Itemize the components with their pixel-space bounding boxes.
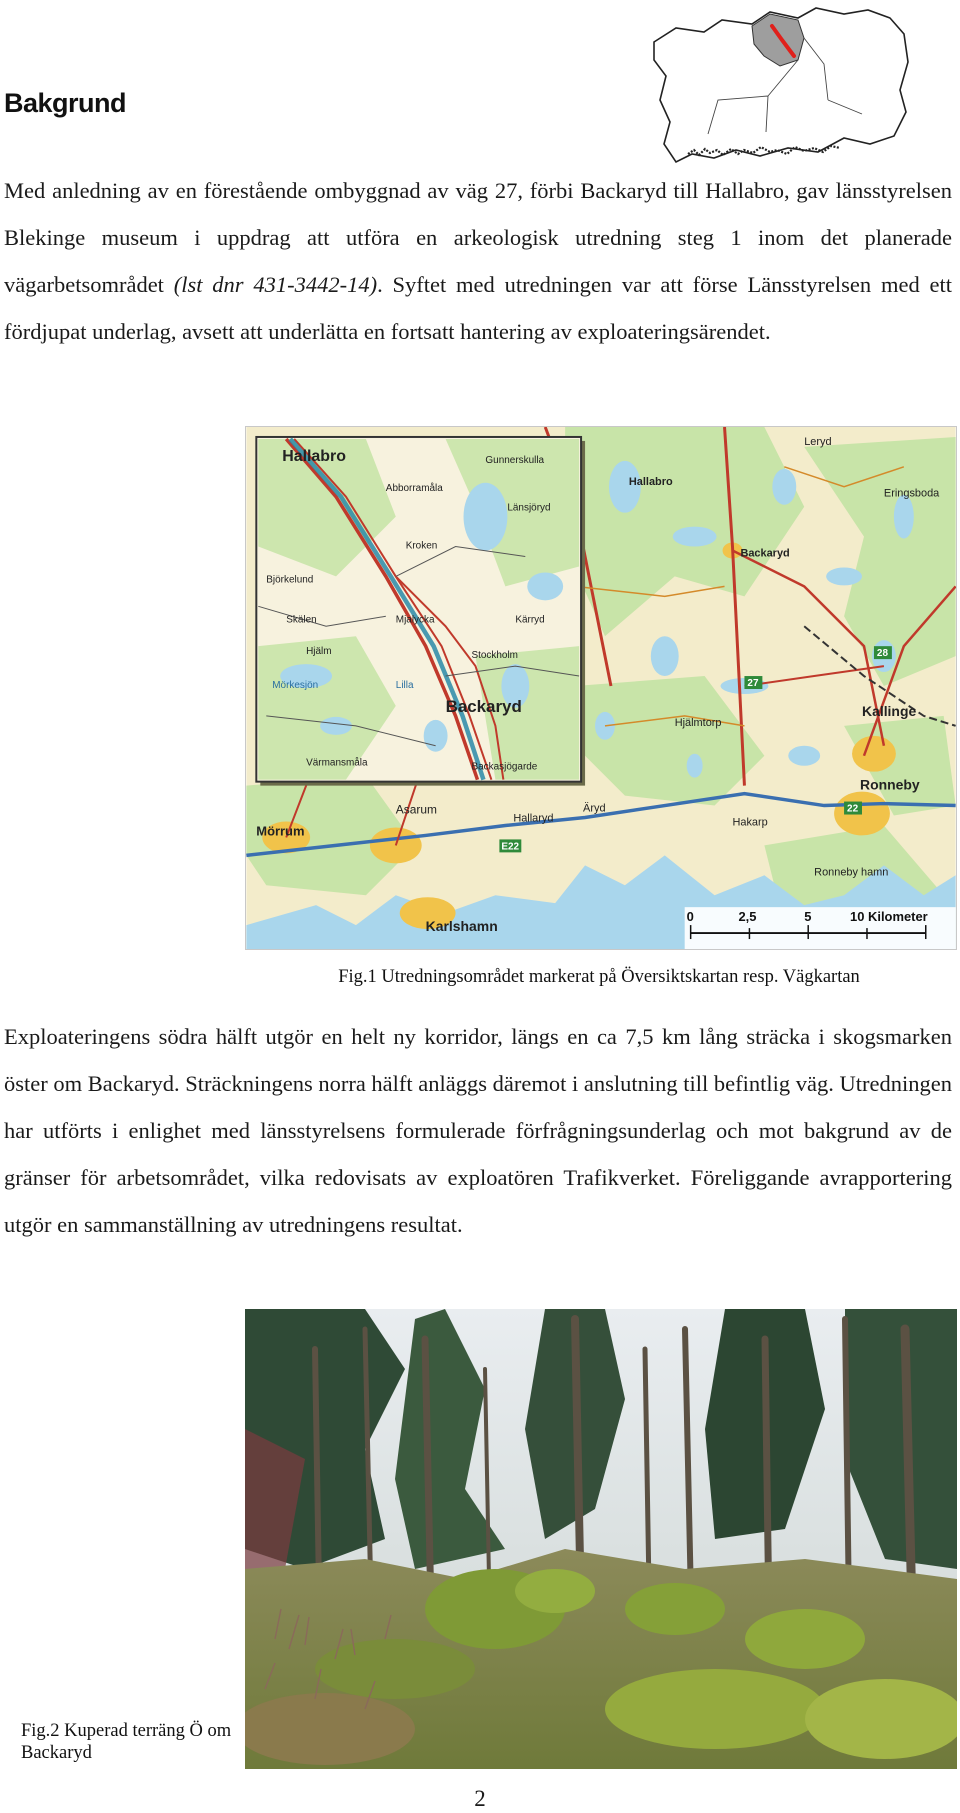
map-label-hakarp: Hakarp <box>732 816 768 829</box>
road-number-e22: E22 <box>501 841 520 853</box>
inset-label-lansjoryd: Länsjöryd <box>507 502 551 514</box>
scale-label-10-km: 10 Kilometer <box>850 909 928 925</box>
map-label-eringsboda: Eringsboda <box>883 487 940 500</box>
road-number-28: 28 <box>876 648 889 660</box>
exploitation-paragraph: Exploateringens södra hälft utgör en helt ny korridor, längs en ca 7,5 km lång sträcka i skogsmarken öster om Backaryd. Sträckningens norra hälft anläggs däremot i anslutning till befintlig väg. Utredningen har utförts i enlighet med länsstyrelsens formulerade förfrågningsunderlag och mot bakgrund av de gränser för arbetsområdet, vilka redovisats av exploatören Trafikverket. Föreliggande avrapportering utgör en sammanställning av utredningens resultat. <box>4 1024 952 1237</box>
section-heading: Bakgrund <box>4 88 127 118</box>
scale-label-5: 5 <box>804 909 812 925</box>
road-number-22: 22 <box>847 803 859 815</box>
paragraph-text-start: Med anledning av en förestående ombyggnad av väg 27, förbi Backaryd till Hallabro, gav länsstyrelsen Blekinge museum i uppdrag att utföra en arkeologisk utredning steg 1 inom det planerade vägarbetsområdet <box>4 178 952 297</box>
inset-map <box>256 437 585 786</box>
inset-label-hallabro: Hallabro <box>282 447 346 465</box>
page-number: 2 <box>474 1786 486 1811</box>
inset-label-morkesjon: Mörkesjön <box>272 680 319 691</box>
map-label-asarum: Asarum <box>395 802 437 817</box>
scale-bar <box>685 907 956 949</box>
inset-label-hjalm: Hjälm <box>306 646 332 658</box>
map-label-hallabro-main: Hallabro <box>628 475 673 488</box>
locator-map <box>648 4 912 164</box>
inset-label-skalen: Skälen <box>286 614 317 626</box>
inset-label-lilla: Lilla <box>395 680 414 691</box>
map-label-leryd: Leryd <box>804 435 832 448</box>
inset-label-gunnerskulla: Gunnerskulla <box>485 454 545 466</box>
map-label-hallaryd: Hallaryd <box>513 812 554 825</box>
inset-label-abborramala: Abborramåla <box>385 482 443 494</box>
forest-photo <box>245 1309 957 1769</box>
scale-label-0: 0 <box>686 909 694 925</box>
figure-1-caption: Fig.1 Utredningsområdet markerat på Översiktskartan resp. Vägkartan <box>338 967 860 987</box>
scale-label-2-5: 2,5 <box>738 909 757 925</box>
map-label-ronneby-hamn: Ronneby hamn <box>814 866 889 879</box>
map-label-hjalmtorp: Hjälmtorp <box>674 716 722 729</box>
map-label-aryd: Äryd <box>583 802 606 815</box>
route-map <box>245 426 957 950</box>
map-label-kallinge: Kallinge <box>862 702 917 719</box>
map-label-ronneby: Ronneby <box>860 776 920 793</box>
inset-label-stockholm: Stockholm <box>471 650 518 662</box>
figure-2-caption: Fig.2 Kuperad terräng Ö om Backaryd <box>21 1721 232 1763</box>
inset-label-varmansmala: Värmansmåla <box>306 757 368 769</box>
inset-label-mjalycka: Mjalycka <box>395 614 435 626</box>
reference-number: (lst dnr 431-3442-14) <box>173 272 378 297</box>
road-number-27: 27 <box>747 678 759 690</box>
inset-label-bjorkelund: Björkelund <box>266 574 314 586</box>
inset-label-karryd: Kärryd <box>515 614 545 626</box>
inset-label-backasjogarde: Backasjögarde <box>471 761 538 773</box>
background-paragraph <box>4 167 952 355</box>
map-label-morrum: Mörrum <box>256 823 305 839</box>
inset-label-kroken: Kroken <box>405 540 438 552</box>
paragraph-text-end: . Syftet med utredningen var att förse Länsstyrelsen med ett fördjupat underlag, avsett att underlätta en fortsatt hantering av exploateringsärendet. <box>4 272 952 344</box>
map-label-karlshamn: Karlshamn <box>425 918 498 935</box>
inset-label-backaryd: Backaryd <box>445 696 522 716</box>
map-label-backaryd-main: Backaryd <box>740 547 790 560</box>
